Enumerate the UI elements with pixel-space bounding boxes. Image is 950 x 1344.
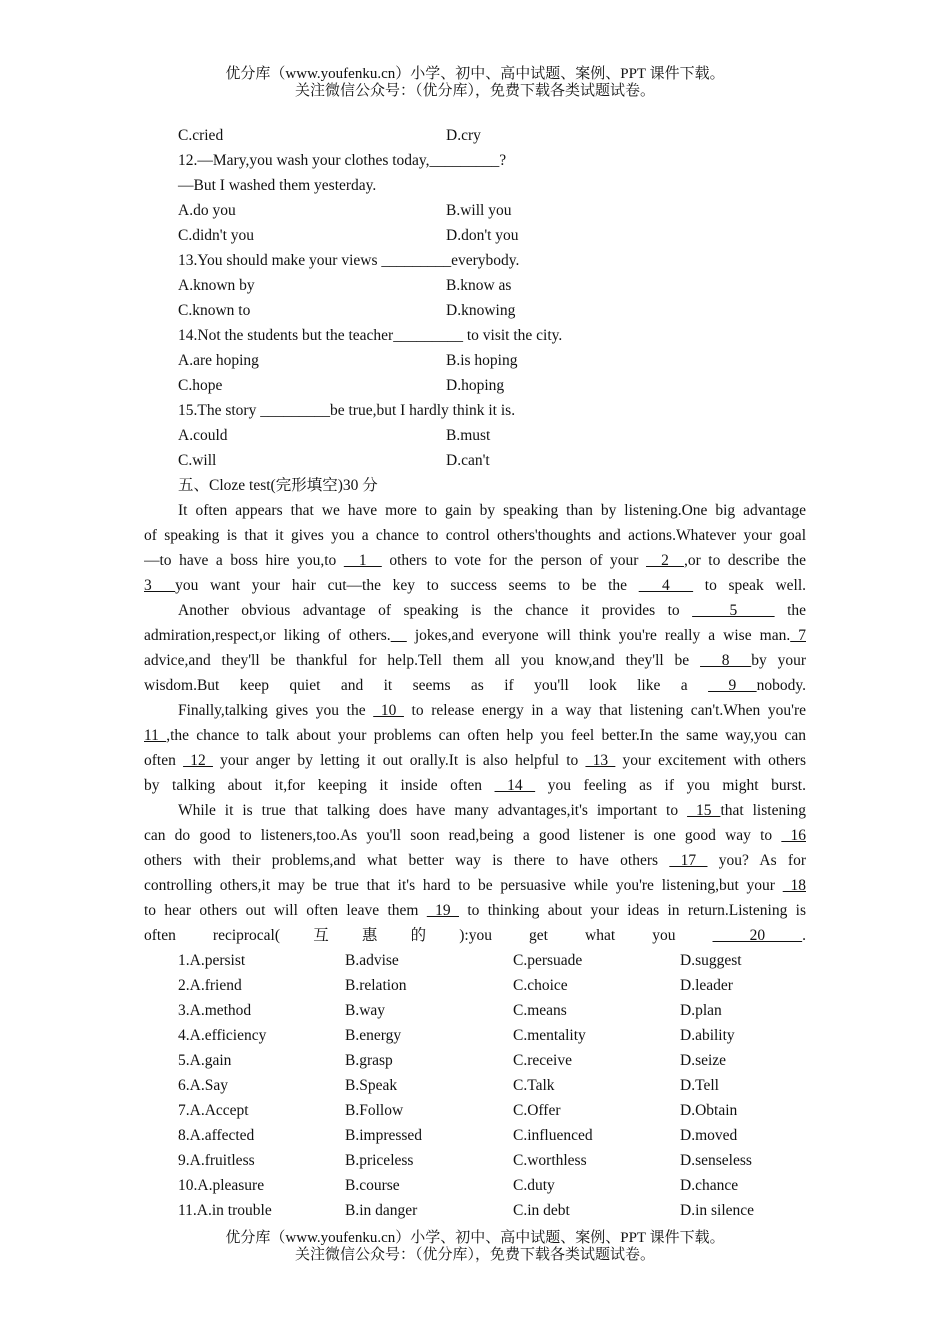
- passage-text: the: [774, 602, 806, 619]
- passage-text: by talking about it,for keeping it inside often: [144, 777, 495, 794]
- passage-line: [144, 723, 806, 748]
- passage-line: [144, 548, 806, 573]
- passage-line: [144, 523, 806, 548]
- option-row: [144, 948, 806, 973]
- page-footer: [0, 1230, 950, 1264]
- passage-text: to release energy in a way that listening can't.When you're: [403, 702, 806, 719]
- option-row: [144, 1098, 806, 1123]
- option-b: B.way: [345, 1002, 386, 1019]
- passage-text: controlling others,it may be true that it's hard to be persuasive while you're listening,but your: [144, 877, 783, 894]
- passage-text: advice,and they'll be thankful for help.Tell them all you know,and they'll be: [144, 652, 701, 669]
- cloze-blank: 1: [343, 552, 382, 569]
- option-d: D.hoping: [446, 377, 505, 394]
- cloze-blank: 20: [712, 927, 803, 944]
- option-b: B.grasp: [345, 1052, 393, 1069]
- option-d: D.plan: [680, 1002, 722, 1019]
- option-row: [144, 1123, 806, 1148]
- option-a: A.are hoping: [178, 352, 259, 369]
- header-line-1: 优分库（www.youfenku.cn）小学、初中、高中试题、案例、PPT 课件下载。: [225, 66, 725, 82]
- cloze-blank: 3: [144, 577, 176, 594]
- option-row: [144, 1048, 806, 1073]
- option-c: C.hope: [178, 377, 223, 394]
- passage-text: nobody.: [756, 677, 806, 694]
- passage-text: wisdom.But keep quiet and it seems as if you'll look like a: [144, 677, 709, 694]
- cloze-blank: 2: [646, 552, 684, 569]
- passage-line: [144, 798, 806, 823]
- cloze-blank: 4: [638, 577, 694, 594]
- passage-line: [144, 748, 806, 773]
- passage-line: [144, 498, 806, 523]
- option-a: 8.A.affected: [178, 1127, 255, 1144]
- question-13-options-ab: [144, 273, 806, 298]
- option-b: B.course: [345, 1177, 400, 1194]
- passage-line: [144, 823, 806, 848]
- option-c: C.mentality: [513, 1027, 586, 1044]
- question-15-stem: 15.The story _________be true,but I hardly think it is.: [178, 402, 516, 419]
- cloze-blank: 10: [373, 702, 404, 719]
- question-14-stem: 14.Not the students but the teacher_________ to visit the city.: [178, 327, 563, 344]
- passage-text: often reciprocal(互惠的):you get what you: [144, 927, 713, 944]
- option-d: D.leader: [680, 977, 733, 994]
- option-a: 6.A.Say: [178, 1077, 228, 1094]
- passage-text: While it is true that talking does have many advantages,it's important to: [178, 802, 688, 819]
- option-a: A.could: [178, 427, 228, 444]
- option-c: C.didn't you: [178, 227, 254, 244]
- question-12-options-ab: [144, 198, 806, 223]
- question-14-options-ab: [144, 348, 806, 373]
- option-b: B.Follow: [345, 1102, 404, 1119]
- cloze-blank: 12: [183, 752, 213, 769]
- passage-line: [144, 873, 806, 898]
- passage-text: admiration,respect,or liking of others.: [144, 627, 391, 644]
- option-d: D.Tell: [680, 1077, 719, 1094]
- cloze-options: [144, 948, 806, 1223]
- cloze-blank: 13: [585, 752, 616, 769]
- option-a: 3.A.method: [178, 1002, 252, 1019]
- passage-text: to speak well.: [693, 577, 806, 594]
- cloze-blank: 14: [494, 777, 536, 794]
- option-a: 10.A.pleasure: [178, 1177, 265, 1194]
- option-c: C.in debt: [513, 1202, 570, 1219]
- page-header: [0, 66, 950, 100]
- question-15-options-cd: [144, 448, 806, 473]
- option-b: B.know as: [446, 277, 512, 294]
- passage-text: others with their problems,and what better way is there to have others: [144, 852, 670, 869]
- passage-line: [144, 648, 806, 673]
- section-title: 五、Cloze test(完形填空)30 分: [178, 477, 378, 494]
- passage-text: your anger by letting it out orally.It is also helpful to: [212, 752, 586, 769]
- option-d: D.in silence: [680, 1202, 755, 1219]
- option-a: A.known by: [178, 277, 255, 294]
- cloze-blank: 18: [782, 877, 806, 894]
- question-13-options-cd: [144, 298, 806, 323]
- passage-text: your excitement with others: [615, 752, 806, 769]
- passage-text: you? As for: [707, 852, 806, 869]
- option-b: B.priceless: [345, 1152, 414, 1169]
- option-a: 2.A.friend: [178, 977, 242, 994]
- option-c: C.Talk: [513, 1077, 555, 1094]
- passage-line: [144, 573, 806, 598]
- option-c: C.Offer: [513, 1102, 561, 1119]
- cloze-passage: [144, 498, 806, 948]
- option-a: 1.A.persist: [178, 952, 246, 969]
- cloze-blank: 16: [781, 827, 806, 844]
- exam-content: [144, 123, 806, 1223]
- question-12-stem: 12.—Mary,you wash your clothes today,_________?: [178, 152, 507, 169]
- option-d: D.don't you: [446, 227, 519, 244]
- passage-text: others to vote for the person of your: [381, 552, 646, 569]
- passage-text: you want your hair cut—the key to success seems to be the: [175, 577, 639, 594]
- footer-line-1: 优分库（www.youfenku.cn）小学、初中、高中试题、案例、PPT 课件下载。: [225, 1230, 725, 1246]
- option-c: C.will: [178, 452, 217, 469]
- option-row: [144, 1073, 806, 1098]
- passage-line: [144, 623, 806, 648]
- option-d: D.ability: [680, 1027, 735, 1044]
- cloze-blank: [391, 627, 407, 644]
- passage-line: [144, 773, 806, 798]
- option-row: [144, 998, 806, 1023]
- option-b: B.will you: [446, 202, 512, 219]
- cloze-blank: 9: [708, 677, 757, 694]
- passage-line: [144, 898, 806, 923]
- option-b: B.in danger: [345, 1202, 418, 1219]
- option-b: B.Speak: [345, 1077, 398, 1094]
- option-d: D.chance: [680, 1177, 739, 1194]
- passage-text: ,or to describe the: [683, 552, 806, 569]
- option-b: B.energy: [345, 1027, 402, 1044]
- footer-line-2: 关注微信公众号：（优分库），免费下载各类试题试卷。: [294, 1247, 655, 1263]
- passage-text: by your: [751, 652, 806, 669]
- option-row: [144, 1198, 806, 1223]
- option-c: C.receive: [513, 1052, 572, 1069]
- cloze-blank: 15: [687, 802, 721, 819]
- option-c: C.known to: [178, 302, 251, 319]
- passage-line: [144, 673, 806, 698]
- option-c: C.influenced: [513, 1127, 593, 1144]
- cloze-blank: 19: [426, 902, 459, 919]
- passage-line: [144, 923, 806, 948]
- option-c: C.choice: [513, 977, 568, 994]
- option-a: 7.A.Accept: [178, 1102, 249, 1119]
- option-d: D.cry: [446, 127, 481, 144]
- question-15-options-ab: [144, 423, 806, 448]
- question-12-reply: —But I washed them yesterday.: [178, 177, 377, 194]
- option-a: 5.A.gain: [178, 1052, 232, 1069]
- passage-text: It often appears that we have more to gain by speaking than by listening.One big advantage: [178, 502, 806, 519]
- question-13-stem: 13.You should make your views _________everybody.: [178, 252, 520, 269]
- passage-text: Another obvious advantage of speaking is the chance it provides to: [178, 602, 693, 619]
- cloze-blank: 17: [669, 852, 708, 869]
- question-14-options-cd: [144, 373, 806, 398]
- option-c: C.duty: [513, 1177, 555, 1194]
- option-d: D.can't: [446, 452, 490, 469]
- question-12-options-cd: [144, 223, 806, 248]
- option-b: B.advise: [345, 952, 399, 969]
- option-c: C.worthless: [513, 1152, 587, 1169]
- option-a: 9.A.fruitless: [178, 1152, 255, 1169]
- passage-text: —to have a boss hire you,to: [144, 552, 344, 569]
- passage-text: often: [144, 752, 184, 769]
- option-d: D.suggest: [680, 952, 742, 969]
- option-d: D.seize: [680, 1052, 727, 1069]
- passage-text: you feeling as if you might burst.: [535, 777, 806, 794]
- option-row: [144, 1173, 806, 1198]
- passage-line: [144, 698, 806, 723]
- cloze-blank: 11: [144, 727, 167, 744]
- option-b: B.relation: [345, 977, 407, 994]
- option-c: C.cried: [178, 127, 224, 144]
- cloze-blank: 7: [790, 627, 806, 644]
- option-row: [144, 1023, 806, 1048]
- passage-line: [144, 848, 806, 873]
- option-d: D.Obtain: [680, 1102, 738, 1119]
- question-11-options: [144, 123, 806, 148]
- option-a: 4.A.efficiency: [178, 1027, 267, 1044]
- option-c: C.means: [513, 1002, 567, 1019]
- passage-line: [144, 598, 806, 623]
- passage-text: of speaking is that it gives you a chance to control others'thoughts and actions.Whatever your goal: [144, 527, 806, 544]
- option-c: C.persuade: [513, 952, 583, 969]
- passage-text: jokes,and everyone will think you're really a wise man.: [406, 627, 791, 644]
- passage-text: to hear others out will often leave them: [144, 902, 427, 919]
- passage-text: .: [802, 927, 806, 944]
- option-b: B.must: [446, 427, 491, 444]
- option-a: 11.A.in trouble: [178, 1202, 272, 1219]
- option-b: B.impressed: [345, 1127, 423, 1144]
- option-row: [144, 973, 806, 998]
- passage-text: Finally,talking gives you the: [178, 702, 374, 719]
- option-b: B.is hoping: [446, 352, 518, 369]
- passage-text: to thinking about your ideas in return.Listening is: [459, 902, 806, 919]
- option-d: D.senseless: [680, 1152, 752, 1169]
- passage-text: can do good to listeners,too.As you'll soon read,being a good listener is one good way to: [144, 827, 782, 844]
- option-row: [144, 1148, 806, 1173]
- passage-text: that listening: [720, 802, 806, 819]
- cloze-blank: 5: [692, 602, 775, 619]
- cloze-blank: 8: [700, 652, 752, 669]
- option-d: D.knowing: [446, 302, 516, 319]
- option-a: A.do you: [178, 202, 236, 219]
- header-line-2: 关注微信公众号：（优分库），免费下载各类试题试卷。: [294, 83, 655, 99]
- passage-text: ,the chance to talk about your problems can often help you feel better.In the same way,you can: [166, 727, 806, 744]
- option-d: D.moved: [680, 1127, 738, 1144]
